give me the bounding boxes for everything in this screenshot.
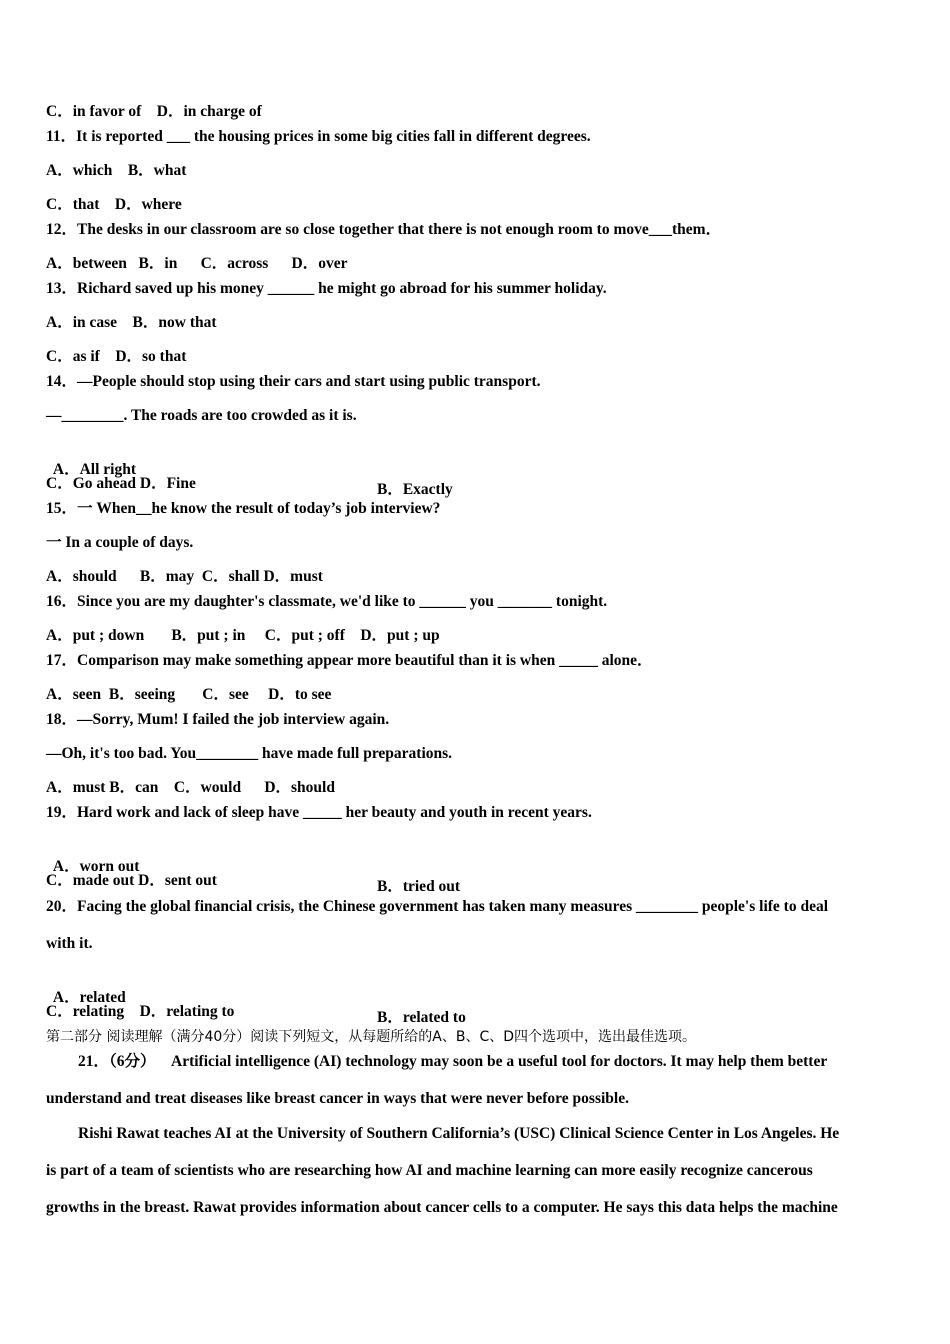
options-line: A．put ; down B．put ; in C．put ; off D．put ; up: [46, 627, 440, 644]
question-16: 16．Since you are my daughter's classmate, we'd like to ______ you _______ tonight.: [46, 593, 608, 610]
options-line: A．should B．may C．shall D．must: [46, 568, 323, 585]
passage-line: growths in the breast. Rawat provides information about cancer cells to a computer. He says this data helps the machine: [46, 1199, 838, 1216]
question-20: 20．Facing the global financial crisis, the Chinese government has taken many measures ________ people's life to deal: [46, 898, 829, 915]
option-b: B．Exactly: [377, 481, 453, 498]
passage-line: 21．（6分） Artificial intelligence (AI) technology may soon be a useful tool for doctors. It may help them better: [78, 1053, 828, 1070]
section-heading: 第二部分 阅读理解（满分40分）阅读下列短文，从每题所给的A、B、C、D四个选项中，选出最佳选项。: [46, 1029, 696, 1045]
passage-line: understand and treat diseases like breast cancer in ways that were never before possible.: [46, 1090, 629, 1107]
option-a: A．All right: [52, 461, 136, 478]
option-a: A．related: [52, 989, 126, 1006]
question-11: 11．It is reported ___ the housing prices in some big cities fall in different degrees.: [46, 128, 591, 145]
options-line: A．which B．what: [46, 162, 187, 179]
options-line: A．between B．in C．across D．over: [46, 255, 348, 272]
options-line: C．Go ahead D．Fine: [46, 475, 196, 492]
option-b: B．related to: [377, 1009, 466, 1026]
text-line: C．in favor of D．in charge of: [46, 103, 262, 120]
options-line: A．must B．can C．would D．should: [46, 779, 335, 796]
dialogue-line: 一 In a couple of days.: [46, 534, 194, 551]
question-13: 13．Richard saved up his money ______ he might go abroad for his summer holiday.: [46, 280, 607, 297]
options-line: C．made out D．sent out: [46, 872, 217, 889]
option-a: A．worn out: [52, 858, 140, 875]
options-line: A．seen B．seeing C．see D．to see: [46, 686, 332, 703]
options-line: C．relating D．relating to: [46, 1003, 235, 1020]
question-18: 18．—Sorry, Mum! I failed the job interview again.: [46, 711, 390, 728]
question-19: 19．Hard work and lack of sleep have _____ her beauty and youth in recent years.: [46, 804, 592, 821]
question-17: 17．Comparison may make something appear more beautiful than it is when _____ alone．: [46, 652, 653, 669]
passage-line: Rishi Rawat teaches AI at the University of Southern California’s (USC) Clinical Science Center in Los Angeles. He: [78, 1125, 840, 1142]
question-20-cont: with it.: [46, 935, 93, 952]
dialogue-line: —Oh, it's too bad. You________ have made full preparations.: [46, 745, 453, 762]
options-line: C．that D．where: [46, 196, 182, 213]
question-12: 12．The desks in our classroom are so close together that there is not enough room to move___them．: [46, 221, 722, 238]
question-14: 14．—People should stop using their cars and start using public transport.: [46, 373, 541, 390]
options-line: C．as if D．so that: [46, 348, 187, 365]
question-15: 15．一 When__he know the result of today’s job interview?: [46, 500, 441, 517]
options-line: A．in case B．now that: [46, 314, 217, 331]
option-b: B．tried out: [377, 878, 461, 895]
passage-line: is part of a team of scientists who are researching how AI and machine learning can more easily recognize cancerous: [46, 1162, 813, 1179]
dialogue-line: —________. The roads are too crowded as it is.: [46, 407, 357, 424]
